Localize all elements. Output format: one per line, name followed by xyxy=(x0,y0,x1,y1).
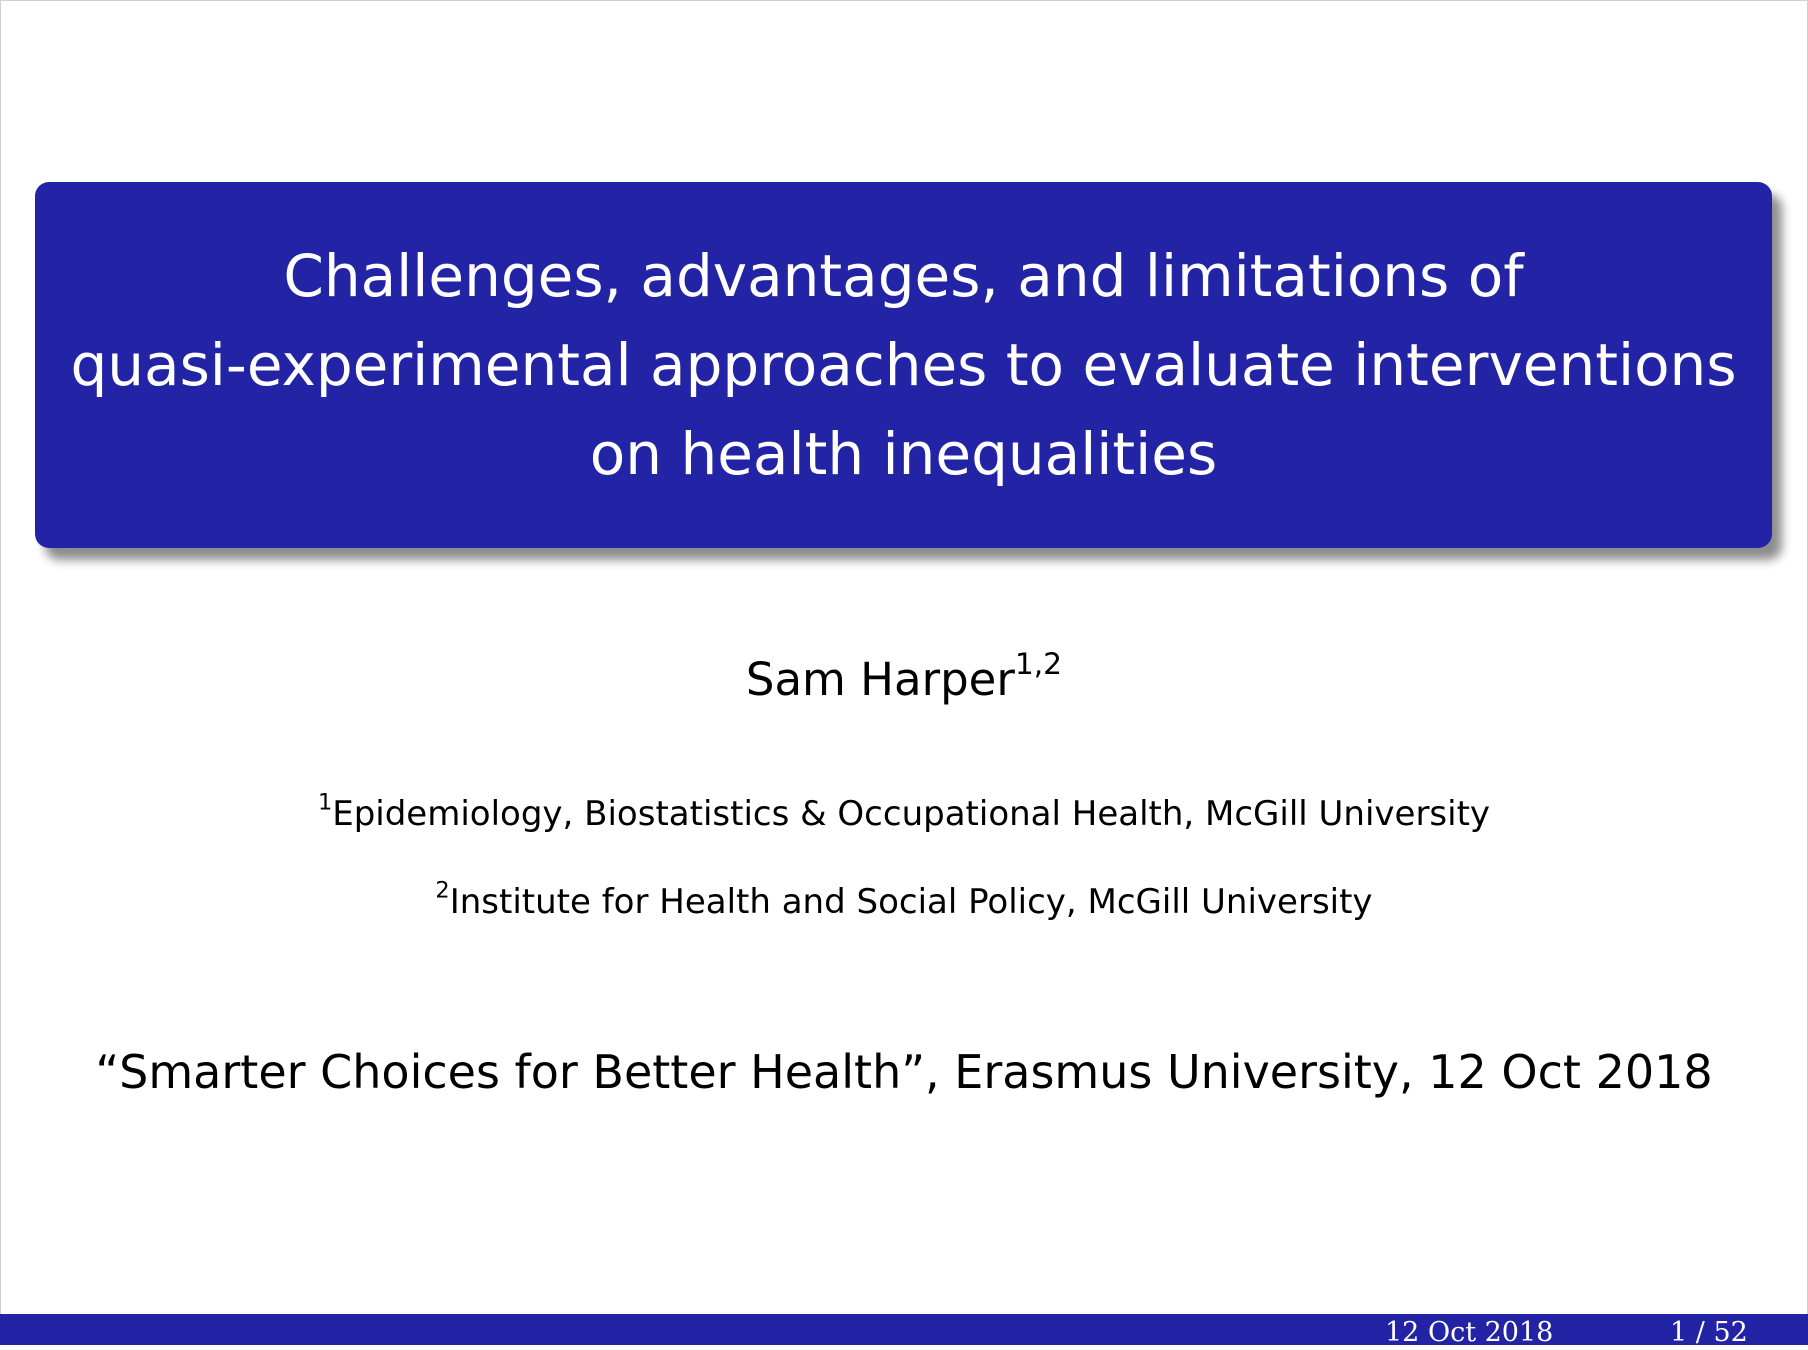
affiliation-1-marker: 1 xyxy=(317,789,333,816)
affiliation-2-marker: 2 xyxy=(435,877,450,904)
affiliation-2 xyxy=(0,877,1808,924)
footer-bar xyxy=(0,1314,1808,1348)
title-line-1: Challenges, advantages, and limitations of xyxy=(283,241,1524,310)
title-line-2: quasi-experimental approaches to evaluate interventions xyxy=(70,330,1737,399)
footer-date: 12 Oct 2018 xyxy=(1385,1317,1554,1348)
title-line-3: on health inequalities xyxy=(589,419,1218,488)
author-name: Sam Harper xyxy=(745,653,1015,706)
affiliation-1 xyxy=(0,789,1808,836)
author-line xyxy=(0,647,1808,710)
affiliation-2-text: Institute for Health and Social Policy, McGill University xyxy=(449,882,1373,922)
title-block xyxy=(35,182,1772,548)
affiliation-1-text: Epidemiology, Biostatistics & Occupational Health, McGill University xyxy=(332,794,1491,834)
event-line: “Smarter Choices for Better Health”, Erasmus University, 12 Oct 2018 xyxy=(95,1045,1713,1099)
author-affiliation-markers: 1,2 xyxy=(1014,647,1063,683)
page-number: 1 / 52 xyxy=(1670,1317,1748,1348)
